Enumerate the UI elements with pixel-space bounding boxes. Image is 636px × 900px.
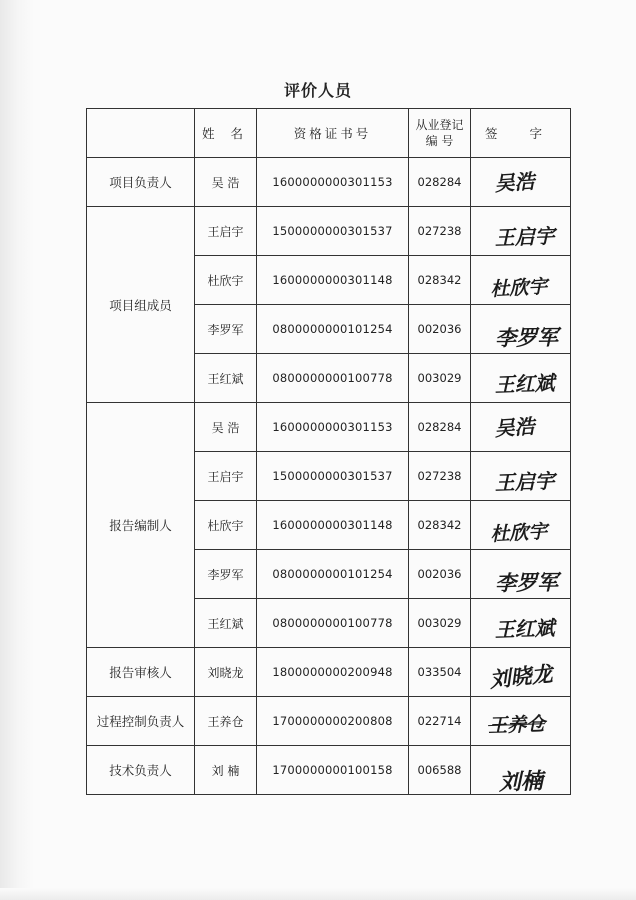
cert-number-cell: 1600000000301148 <box>257 256 409 305</box>
cert-number-cell: 0800000000100778 <box>257 599 409 648</box>
handwritten-signature: 杜欣宇 <box>489 275 548 301</box>
name-cell: 李罗军 <box>195 305 257 354</box>
registration-number-cell: 028342 <box>409 256 471 305</box>
cert-number-cell: 1600000000301148 <box>257 501 409 550</box>
table-row <box>87 158 571 207</box>
signature-cell <box>471 501 571 550</box>
header-cert: 资格证书号 <box>257 109 409 158</box>
registration-number-cell: 002036 <box>409 305 471 354</box>
name-cell: 王启宇 <box>195 207 257 256</box>
registration-number-cell: 022714 <box>409 697 471 746</box>
header-role <box>87 109 195 158</box>
signature-cell <box>471 256 571 305</box>
header-name: 姓 名 <box>195 109 257 158</box>
role-cell: 报告审核人 <box>87 648 195 697</box>
table-row <box>87 207 571 256</box>
handwritten-signature: 王启宇 <box>494 223 556 250</box>
cert-number-cell: 1600000000301153 <box>257 158 409 207</box>
handwritten-signature: 王红斌 <box>494 615 556 642</box>
header-reg-line2: 编 号 <box>425 134 454 148</box>
name-cell: 刘晓龙 <box>195 648 257 697</box>
personnel-table <box>86 108 571 795</box>
scan-bottom-shadow <box>0 888 636 900</box>
scan-edge-shadow <box>0 0 34 900</box>
handwritten-signature: 李罗军 <box>494 324 559 351</box>
registration-number-cell: 002036 <box>409 550 471 599</box>
name-cell: 王红斌 <box>195 354 257 403</box>
role-cell: 过程控制负责人 <box>87 697 195 746</box>
registration-number-cell: 028342 <box>409 501 471 550</box>
signature-cell <box>471 158 571 207</box>
signature-cell <box>471 599 571 648</box>
registration-number-cell: 027238 <box>409 207 471 256</box>
cert-number-cell: 0800000000100778 <box>257 354 409 403</box>
page-title: 评价人员 <box>283 81 352 100</box>
cert-number-cell: 1800000000200948 <box>257 648 409 697</box>
cert-number-cell: 0800000000101254 <box>257 550 409 599</box>
signature-cell <box>471 697 571 746</box>
table-row <box>87 648 571 697</box>
handwritten-signature: 吴浩 <box>493 168 536 196</box>
name-cell: 杜欣宇 <box>195 501 257 550</box>
signature-cell <box>471 207 571 256</box>
signature-cell <box>471 403 571 452</box>
name-cell: 吴 浩 <box>195 158 257 207</box>
registration-number-cell: 028284 <box>409 403 471 452</box>
handwritten-signature: 王红斌 <box>494 370 556 397</box>
role-cell: 报告编制人 <box>87 403 195 648</box>
name-cell: 王红斌 <box>195 599 257 648</box>
handwritten-signature: 刘楠 <box>498 767 544 796</box>
handwritten-signature: 吴浩 <box>493 413 536 441</box>
registration-number-cell: 006588 <box>409 746 471 795</box>
signature-cell <box>471 648 571 697</box>
registration-number-cell: 027238 <box>409 452 471 501</box>
registration-number-cell: 003029 <box>409 599 471 648</box>
registration-number-cell: 033504 <box>409 648 471 697</box>
name-cell: 王养仓 <box>195 697 257 746</box>
name-cell: 吴 浩 <box>195 403 257 452</box>
role-cell: 项目组成员 <box>87 207 195 403</box>
table-row <box>87 746 571 795</box>
table-row <box>87 697 571 746</box>
cert-number-cell: 1500000000301537 <box>257 207 409 256</box>
role-cell: 项目负责人 <box>87 158 195 207</box>
table-row <box>87 403 571 452</box>
header-sig: 签 字 <box>471 109 571 158</box>
role-cell: 技术负责人 <box>87 746 195 795</box>
header-reg <box>409 109 471 158</box>
registration-number-cell: 003029 <box>409 354 471 403</box>
cert-number-cell: 0800000000101254 <box>257 305 409 354</box>
handwritten-signature: 王养仓 <box>487 712 546 737</box>
signature-cell <box>471 305 571 354</box>
signature-cell <box>471 550 571 599</box>
header-reg-line1: 从业登记 <box>415 118 464 132</box>
cert-number-cell: 1700000000100158 <box>257 746 409 795</box>
handwritten-signature: 刘晓龙 <box>488 660 554 693</box>
table-header-row <box>87 109 571 158</box>
name-cell: 李罗军 <box>195 550 257 599</box>
registration-number-cell: 028284 <box>409 158 471 207</box>
handwritten-signature: 杜欣宇 <box>489 520 548 546</box>
name-cell: 杜欣宇 <box>195 256 257 305</box>
cert-number-cell: 1500000000301537 <box>257 452 409 501</box>
signature-cell <box>471 354 571 403</box>
cert-number-cell: 1700000000200808 <box>257 697 409 746</box>
signature-cell <box>471 452 571 501</box>
name-cell: 王启宇 <box>195 452 257 501</box>
signature-cell <box>471 746 571 795</box>
name-cell: 刘 楠 <box>195 746 257 795</box>
cert-number-cell: 1600000000301153 <box>257 403 409 452</box>
handwritten-signature: 李罗军 <box>494 569 559 596</box>
handwritten-signature: 王启宇 <box>494 468 556 495</box>
